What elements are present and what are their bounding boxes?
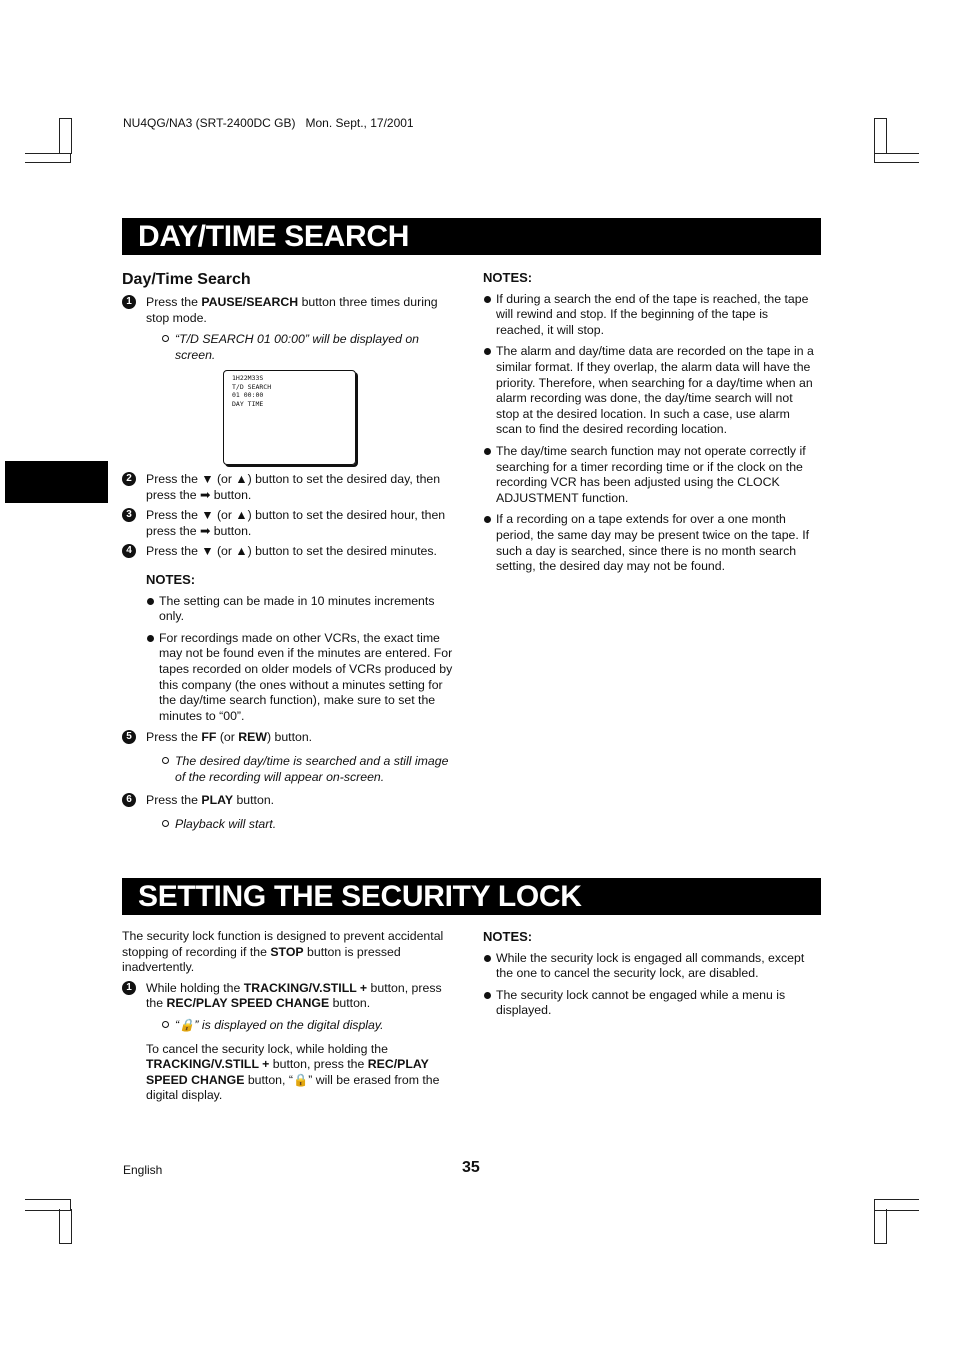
security-lock-left-column — [122, 929, 460, 1104]
section-banner-day-time-search: DAY/TIME SEARCH — [122, 218, 821, 255]
security-lock-intro: The security lock function is designed to prevent accidental stopping of recording if the STOP button is pressed inadvertently. — [122, 929, 444, 975]
step-3: 3 Press the ▼ (or ▲) button to set the desired hour, then press the ➡ button. — [122, 508, 460, 539]
step-1: 1 Press the PAUSE/SEARCH button three times during stop mode. — [122, 295, 460, 326]
step-1-note: “🔒” is displayed on the digital display. — [145, 1018, 460, 1034]
day-time-search-notes: NOTES: If during a search the end of the tape is reached, the tape will rewind and stop. If the beginning of the tape is reached, it will stop. The alarm and day/time data are recorded on the tape in a similar format. If they overlap, the alarm data will have the priority. Therefore, when searching for a day/time when an alarm recording was done, the day/time search will not stop at the desired location. In such a case, use alarm scan to find the desired recording location. The day/time search function may not operate correctly if searching for a timer recording time or if the clock on the recording VCR has been adjusted using the CLOCK ADJUSTMENT function. If a recording on a tape extends for over a one month period, the same day may be present twice on the tape. If such a day is searched, since there is no month search setting, the desired day may not be found. — [483, 270, 819, 581]
crop-mark — [874, 153, 919, 163]
note-item: The setting can be made in 10 minutes increments only. — [146, 594, 460, 625]
step-6-note: Playback will start. — [145, 817, 460, 833]
page-number: 35 — [462, 1159, 480, 1176]
doc-id: NU4QG/NA3 (SRT-2400DC GB) — [123, 116, 296, 130]
crop-mark — [25, 153, 71, 163]
note-item: The day/time search function may not operate correctly if searching for a timer recording time or if the clock on the recording VCR has been adjusted using the CLOCK ADJUSTMENT function. — [483, 444, 819, 506]
step-5-note: The desired day/time is searched and a still image of the recording will appear on-screen. — [145, 754, 460, 785]
crop-mark — [59, 1209, 72, 1244]
section-banner-security-lock: SETTING THE SECURITY LOCK — [122, 878, 821, 915]
page-header — [123, 116, 414, 132]
step-5: 5 Press the FF (or REW) button. — [122, 730, 460, 746]
on-screen-display: 1H22M33S T/D SEARCH 01 00:00 DAY TIME — [223, 370, 356, 465]
day-time-search-steps-continued — [122, 472, 460, 840]
step-1: 1 While holding the TRACKING/V.STILL + button, press the REC/PLAY SPEED CHANGE button. — [122, 981, 460, 1012]
note-item: The security lock cannot be engaged while a menu is displayed. — [483, 988, 819, 1019]
note-item: While the security lock is engaged all commands, except the one to cancel the security lock, are disabled. — [483, 951, 819, 982]
day-time-search-left-column — [122, 270, 460, 371]
note-item: For recordings made on other VCRs, the exact time may not be found even if the minutes are entered. For tapes recorded on older models of VCRs produced by this company (the ones without a minutes setting for the day/time search function), make sure to set the minutes to “00”. — [146, 631, 460, 725]
step-notes: NOTES: The setting can be made in 10 minutes increments only. For recordings made on other VCRs, the exact time may not be found even if the minutes are entered. For tapes recorded on older models of VCRs produced by this company (the ones without a minutes setting for the day/time search function), make sure to set the minutes to “00”. — [122, 572, 460, 724]
crop-mark — [874, 118, 887, 154]
footer-language: English — [123, 1163, 163, 1177]
step-number-1: 1 — [122, 295, 136, 309]
doc-date: Mon. Sept., 17/2001 — [305, 116, 414, 130]
side-tab — [5, 461, 108, 503]
cancel-instructions: To cancel the security lock, while holding the TRACKING/V.STILL + button, press the REC/PLAY SPEED CHANGE button, “🔒” will be erased from the digital display. — [146, 1041, 440, 1103]
step-2: 2 Press the ▼ (or ▲) button to set the desired day, then press the ➡ button. — [122, 472, 460, 503]
section-heading: Day/Time Search — [122, 271, 251, 288]
security-lock-notes: NOTES: While the security lock is engaged all commands, except the one to cancel the security lock, are disabled. The security lock cannot be engaged while a menu is displayed. — [483, 929, 819, 1025]
crop-mark — [59, 118, 72, 154]
note-item: If a recording on a tape extends for over a one month period, the same day may be present twice on the tape. If such a day is searched, since there is no month search setting, the desired day may not be found. — [483, 512, 819, 574]
step-4: 4 Press the ▼ (or ▲) button to set the desired minutes. — [122, 544, 460, 560]
step-1-note: “T/D SEARCH 01 00:00” will be displayed on screen. — [145, 332, 460, 363]
note-item: The alarm and day/time data are recorded on the tape in a similar format. If they overlap, the alarm data will have the priority. Therefore, when searching for a day/time when an alarm recording was done, the day/time search will not stop at the desired location. In such a case, use alarm scan to find the desired recording location. — [483, 344, 819, 438]
step-6: 6 Press the PLAY button. — [122, 793, 460, 809]
crop-mark — [874, 1209, 887, 1244]
note-item: If during a search the end of the tape is reached, the tape will rewind and stop. If the beginning of the tape is reached, it will stop. — [483, 292, 819, 339]
